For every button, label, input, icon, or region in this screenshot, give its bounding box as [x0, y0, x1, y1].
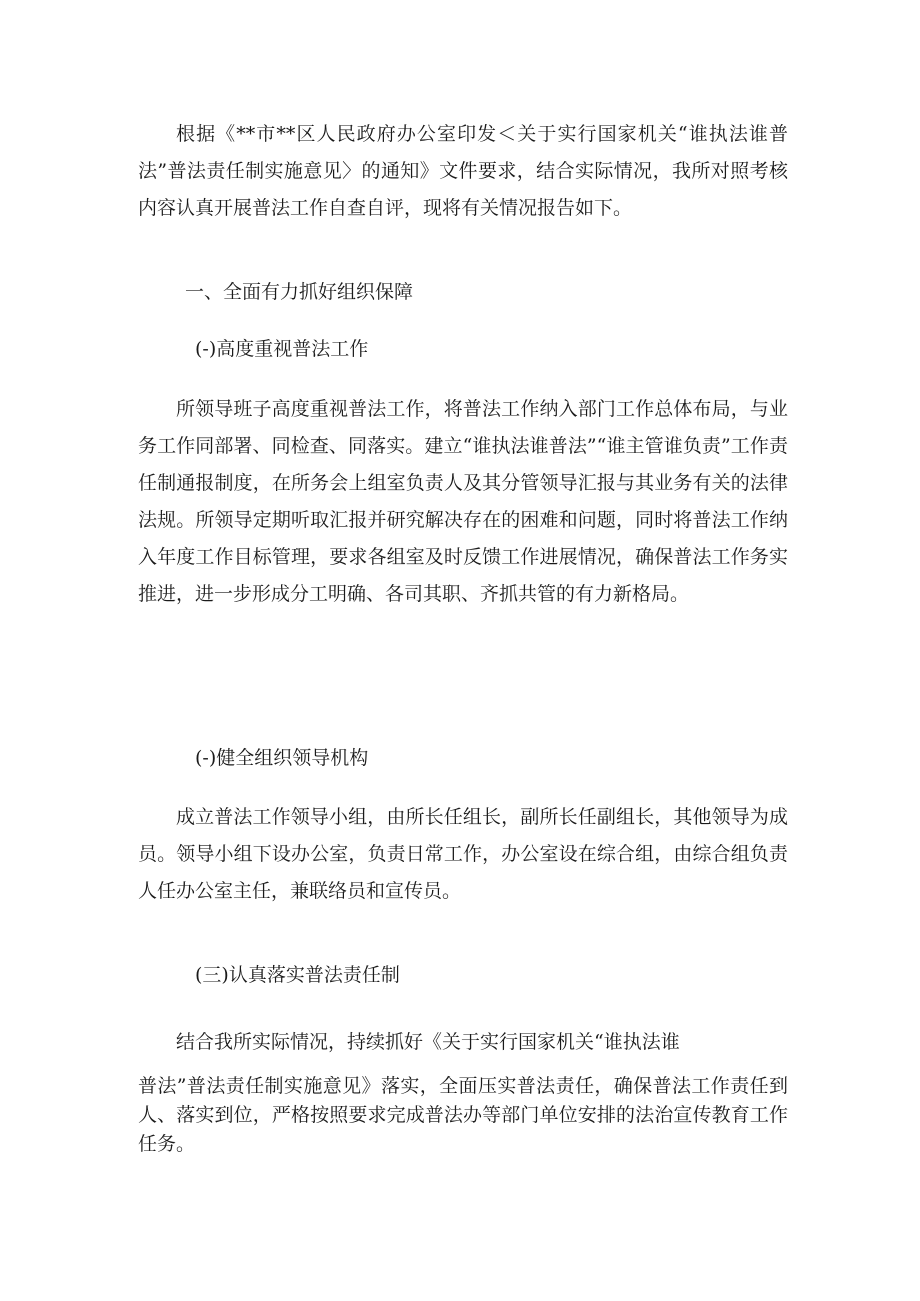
section-heading-1: 一、全面有力抓好组织保障 [185, 281, 414, 303]
subsection-heading-3: (三)认真落实普法责任制 [195, 964, 400, 986]
subsection-3-body-line1: 结合我所实际情况，持续抓好《关于实行国家机关“谁执法谁 [176, 1031, 680, 1053]
subsection-heading-2: (-)健全组织领导机构 [195, 747, 369, 769]
subsection-1-body: 所领导班子高度重视普法工作，将普法工作纳入部门工作总体布局，与业务工作同部署、同检查、同落实。建立“谁执法谁普法”“谁主管谁负责”工作责任制通报制度，在所务会上组室负责人及其分管领导汇报与其业务有关的法律法规。所领导定期听取汇报并研究解决存在的困难和问题，同时将普法工作纳入年度工作目标管理，要求各组室及时反馈工作进展情况，确保普法工作务实推进，进一步形成分工明确、各司其职、齐抓共管的有力新格局。 [138, 398, 788, 605]
intro-paragraph: 根据《**市**区人民政府办公室印发＜关于实行国家机关“谁执法谁普法”普法责任制实施意见〉的通知》文件要求，结合实际情况，我所对照考核内容认真开展普法工作自查自评，现将有关情况报告如下。 [138, 123, 788, 219]
subsection-3-body: 普法”普法责任制实施意见》落实，全面压实普法责任，确保普法工作责任到人、落实到位，严格按照要求完成普法办等部门单位安排的法治宣传教育工作任务。 [138, 1075, 788, 1155]
subsection-2-body: 成立普法工作领导小组，由所长任组长，副所长任副组长，其他领导为成员。领导小组下设办公室，负责日常工作，办公室设在综合组，由综合组负责人任办公室主任，兼联络员和宣传员。 [138, 806, 788, 902]
subsection-heading-1: (-)高度重视普法工作 [195, 338, 369, 360]
